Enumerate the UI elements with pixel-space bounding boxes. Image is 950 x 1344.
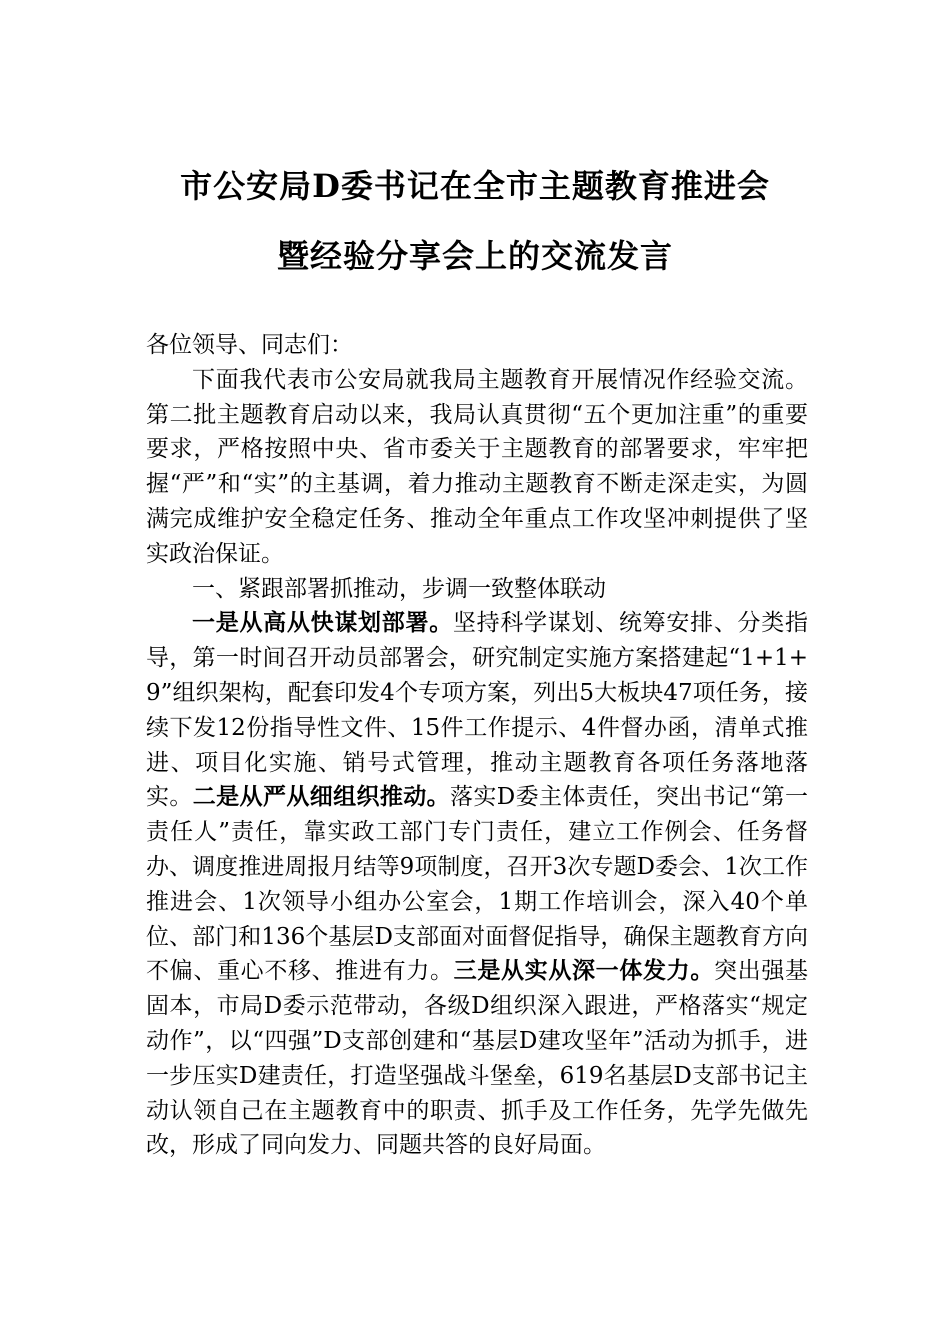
section-1-text-3: 突出强基固本，市局D委示范带动，各级D组织深入跟进，严格落实“规定动作”，以“四强”D支部创建和“基层D建攻坚年”活动为抓手，进一步压实D建责任，打造坚强战斗堡垒，619名基层D支部书记主动认领自己在主题教育中的职责、抓手及工作任务，先学先做先改，形成了同向发力、同题共答的良好局面。 <box>146 958 809 1159</box>
section-1-lead-3: 三是从实从深一体发力。 <box>453 958 715 985</box>
section-1-text-2: 落实D委主体责任，突出书记“第一责任人”责任，靠实政工部门专门责任，建立工作例会、任务督办、调度推进周报月结等9项制度，召开3次专题D委会、1次工作推进会、1次领导小组办公室会，1期工作培训会，深入40个单位、部门和136个基层D支部面对面督促指导，确保主题教育方向不偏、重心不移、推进有力。 <box>146 784 809 985</box>
section-1-lead-2: 二是从严从细组织推动。 <box>192 784 451 811</box>
section-1-text-1: 坚持科学谋划、统筹安排、分类指导，第一时间召开动员部署会，研究制定实施方案搭建起“1+1+9”组织架构，配套印发4个专项方案，列出5大板块47项任务，接续下发12份指导性文件、15件工作提示、4件督办函，清单式推进、项目化实施、销号式管理，推动主题教育各项任务落地落实。 <box>146 610 809 811</box>
document-title-line-1: 市公安局D委书记在全市主题教育推进会 <box>180 167 770 205</box>
salutation: 各位领导、同志们： <box>146 332 353 358</box>
section-1-heading: 一、紧跟部署抓推动，步调一致整体联动 <box>192 575 606 602</box>
document-body <box>146 328 808 1163</box>
section-1-paragraph <box>146 606 808 1163</box>
document-title-line-2: 暨经验分享会上的交流发言 <box>276 237 673 275</box>
section-1-lead-1: 一是从高从快谋划部署。 <box>192 610 453 637</box>
intro-paragraph: 下面我代表市公安局就我局主题教育开展情况作经验交流。第二批主题教育启动以来，我局认真贯彻“五个更加注重”的重要要求，严格按照中央、省市委关于主题教育的部署要求，牢牢把握“严”和“实”的主基调，着力推动主题教育不断走深走实，为圆满完成维护安全稳定任务、推动全年重点工作攻坚冲刺提供了坚实政治保证。 <box>146 366 808 567</box>
